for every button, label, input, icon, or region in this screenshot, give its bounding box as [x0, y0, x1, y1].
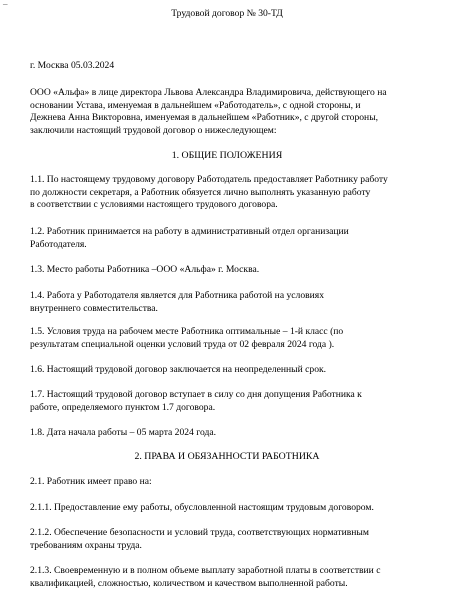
clause-line: 2.1.1. Предоставление ему работы, обусловленной настоящим трудовым договором. — [30, 502, 374, 513]
document-title: Трудовой договор № 30-ТД — [171, 8, 283, 19]
section-2-heading: 2. ПРАВА И ОБЯЗАННОСТИ РАБОТНИКА — [134, 451, 320, 462]
clause-line: 1.8. Дата начала работы – 05 марта 2024 года. — [30, 427, 216, 438]
clause-1-5 — [30, 326, 445, 351]
clause-line: внутреннего совместительства. — [30, 302, 158, 314]
place-date — [30, 60, 445, 73]
clause-line: требованиям охраны труда. — [30, 539, 142, 551]
clause-line: 1.1. По настоящему трудовому договору Работодатель предоставляет Работнику работу — [30, 174, 388, 185]
preamble-line: основании Устава, именуемая в дальнейшем «Работодатель», с одной стороны, и — [30, 99, 361, 111]
clause-line: 1.3. Место работы Работника –ООО «Альфа» г. Москва. — [30, 264, 260, 275]
clause-1-7 — [30, 389, 445, 414]
clause-1-6 — [30, 364, 445, 377]
clause-2-1-2 — [30, 527, 445, 552]
clause-1-8 — [30, 427, 445, 440]
clause-line: 2.1.3. Своевременную и в полном объеме выплату заработной платы в соответствии с — [30, 565, 381, 576]
clause-line: квалификацией, сложностью, количеством и качеством выполненной работы. — [30, 577, 348, 589]
clause-line: 1.2. Работник принимается на работу в административный отдел организации — [30, 226, 349, 237]
clause-line: 1.5. Условия труда на рабочем месте Работника оптимальные – 1-й класс (по — [30, 326, 344, 337]
clause-1-1 — [30, 174, 445, 212]
section-1-heading: 1. ОБЩИЕ ПОЛОЖЕНИЯ — [171, 150, 283, 161]
clause-line: 1.4. Работа у Работодателя является для Работника работой на условиях — [30, 290, 324, 301]
clause-1-4 — [30, 290, 445, 315]
clause-line: 1.7. Настоящий трудовой договор вступает в силу со дня допущения Работника к — [30, 389, 362, 400]
preamble-line: ООО «Альфа» в лице директора Львова Александра Владимировича, действующего на — [30, 87, 387, 98]
clause-1-3 — [30, 264, 445, 277]
clause-line: 2.1.2. Обеспечение безопасности и условий труда, соответствующих нормативным — [30, 527, 369, 538]
clause-2-1 — [30, 476, 445, 489]
place-date-line: г. Москва 05.03.2024 — [30, 60, 115, 71]
clause-line: по должности секретаря, а Работник обязуется лично выполнять указанную работу — [30, 186, 371, 198]
clause-line: результатам специальной оценки условий труда от 02 февраля 2024 года ). — [30, 338, 335, 350]
clause-line: 2.1. Работник имеет право на: — [30, 476, 152, 487]
clause-2-1-3 — [30, 565, 445, 590]
clause-line: в соответствии с условиями настоящего трудового договора. — [30, 199, 278, 211]
clause-1-2 — [30, 226, 445, 251]
preamble-line: Дежнева Анна Викторовна, именуемая в дальнейшем «Работник», с другой стороны, — [30, 112, 379, 124]
preamble-line: заключили настоящий трудовой договор о нижеследующем: — [30, 124, 277, 136]
corner-mark: – — [3, 0, 8, 9]
clause-2-1-1 — [30, 502, 445, 515]
clause-line: Работодателя. — [30, 238, 87, 250]
preamble-paragraph — [30, 87, 445, 137]
clause-line: работе, определяемого пунктом 1.7 договора. — [30, 401, 216, 413]
clause-line: 1.6. Настоящий трудовой договор заключается на неопределенный срок. — [30, 364, 327, 375]
